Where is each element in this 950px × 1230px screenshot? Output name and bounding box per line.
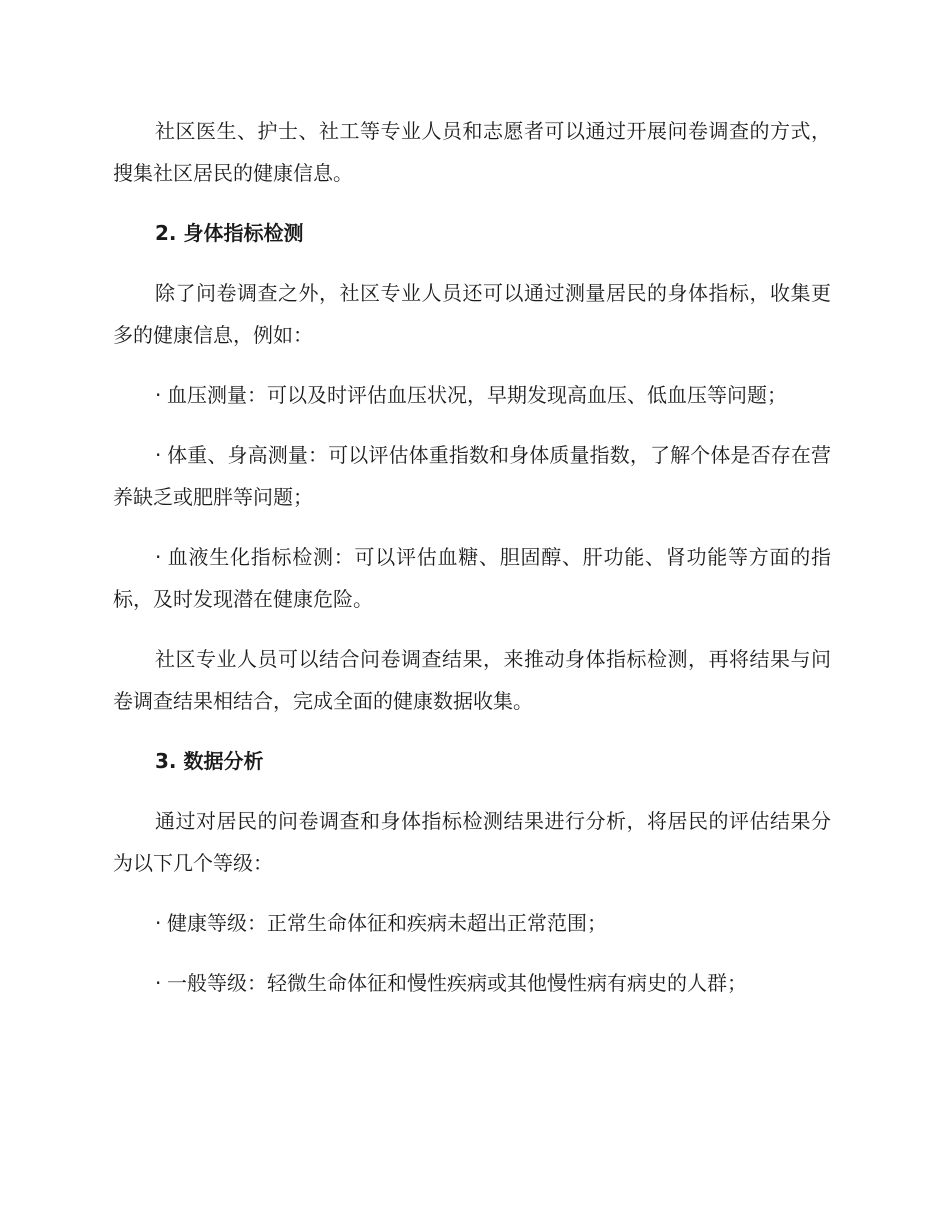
bullet-item-blood-biochemistry — [113, 536, 831, 620]
document-body — [113, 110, 831, 1022]
bullet-text: 体重、身高测量：可以评估体重指数和身体质量指数，了解个体是否存在营养缺乏或肥胖等问题； — [113, 443, 831, 509]
bullet-dot-icon: · — [155, 545, 162, 569]
bullet-text: 一般等级：轻微生命体征和慢性疾病或其他慢性病有病史的人群； — [167, 971, 747, 995]
bullet-item-healthy-level — [113, 902, 831, 944]
bullet-item-general-level — [113, 962, 831, 1004]
heading-text: 2. 身体指标检测 — [155, 221, 304, 245]
section-heading-body-indicators — [113, 212, 831, 254]
bullet-dot-icon: · — [155, 971, 162, 995]
paragraph-text: 除了问卷调查之外，社区专业人员还可以通过测量居民的身体指标，收集更多的健康信息，例如： — [113, 281, 831, 347]
heading-text: 3. 数据分析 — [155, 749, 264, 773]
bullet-text: 血压测量：可以及时评估血压状况，早期发现高血压、低血压等问题； — [167, 383, 787, 407]
section-heading-data-analysis — [113, 740, 831, 782]
bullet-dot-icon: · — [155, 443, 162, 467]
bullet-text: 健康等级：正常生命体征和疾病未超出正常范围； — [167, 911, 607, 935]
bullet-dot-icon: · — [155, 911, 162, 935]
bullet-item-weight-height — [113, 434, 831, 518]
paragraph-analysis-intro — [113, 800, 831, 884]
bullet-text: 血液生化指标检测：可以评估血糖、胆固醇、肝功能、肾功能等方面的指标，及时发现潜在健康危险。 — [113, 545, 831, 611]
paragraph-text: 通过对居民的问卷调查和身体指标检测结果进行分析，将居民的评估结果分为以下几个等级： — [113, 809, 831, 875]
paragraph-text: 社区专业人员可以结合问卷调查结果，来推动身体指标检测，再将结果与问卷调查结果相结合，完成全面的健康数据收集。 — [113, 647, 831, 713]
paragraph-combine-results — [113, 638, 831, 722]
paragraph-indicator-intro — [113, 272, 831, 356]
paragraph-survey-summary — [113, 110, 831, 194]
bullet-item-blood-pressure — [113, 374, 831, 416]
paragraph-text: 社区医生、护士、社工等专业人员和志愿者可以通过开展问卷调查的方式，搜集社区居民的健康信息。 — [113, 119, 831, 185]
bullet-dot-icon: · — [155, 383, 162, 407]
